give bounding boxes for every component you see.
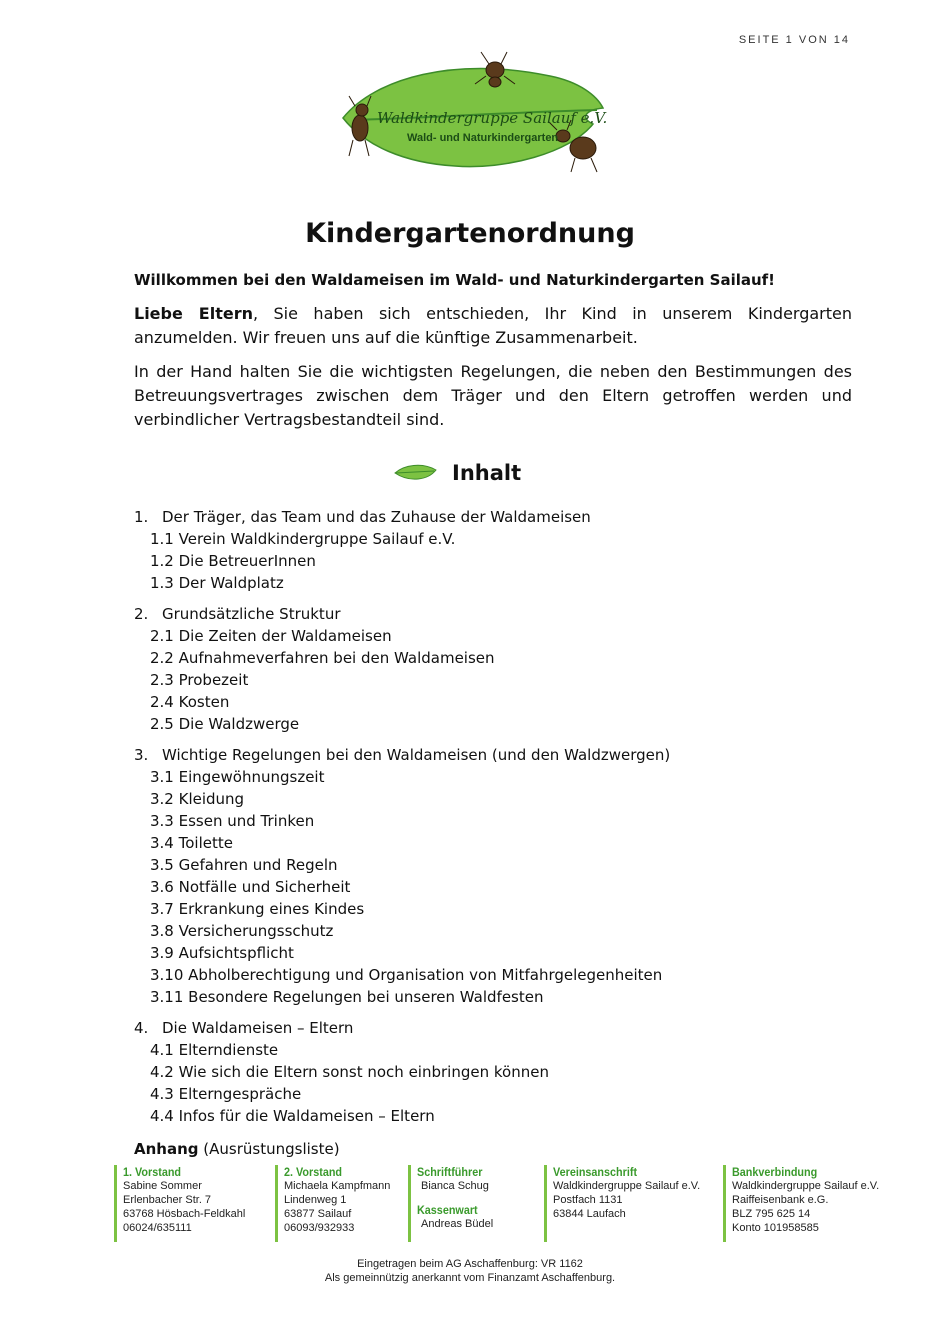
- toc-item: 3.1 Eingewöhnungszeit: [150, 768, 325, 786]
- footer-line: 63844 Laufach: [553, 1208, 626, 1220]
- toc-chapter-number: 3.: [134, 746, 149, 764]
- toc-chapter: [134, 1017, 834, 1039]
- registration-line: Eingetragen beim AG Aschaffenburg: VR 1162: [357, 1258, 583, 1270]
- footer-line: Andreas Büdel: [421, 1218, 494, 1230]
- footer-line: Erlenbacher Str. 7: [123, 1194, 212, 1206]
- logo-text-main: Waldkindergruppe Sailauf e.V.: [377, 109, 608, 127]
- footer-line: Lindenweg 1: [284, 1194, 347, 1206]
- intro-paragraph: In der Hand halten Sie die wichtigsten Regelungen, die neben den Bestimmungen des Betreuungsvertrages zwischen dem Träger und den Eltern getroffen werden und verbindlicher Vertragsbestandteil sind.: [134, 362, 852, 429]
- intro-section: [134, 268, 852, 442]
- toc-item: 2.5 Die Waldzwerge: [150, 715, 300, 733]
- toc-item: 4.4 Infos für die Waldameisen – Eltern: [150, 1107, 435, 1125]
- footer-heading: Schriftführer: [417, 1165, 483, 1179]
- toc-chapter-title: Der Träger, das Team und das Zuhause der Waldameisen: [162, 508, 591, 526]
- toc-chapter-title: Wichtige Regelungen bei den Waldameisen (und den Waldzwergen): [162, 746, 671, 764]
- footer-line: Postfach 1131: [553, 1194, 623, 1206]
- toc-item: 2.4 Kosten: [150, 693, 230, 711]
- footer-vereinsanschrift: [544, 1165, 700, 1242]
- anhang-text: (Ausrüstungsliste): [198, 1140, 340, 1158]
- toc-chapter-number: 2.: [134, 605, 149, 623]
- footer-line: BLZ 795 625 14: [732, 1208, 811, 1220]
- footer-line: Waldkindergruppe Sailauf e.V.: [732, 1180, 880, 1192]
- toc-item: 3.10 Abholberechtigung und Organisation von Mitfahrgelegenheiten: [150, 966, 663, 984]
- footer-line: Michaela Kampfmann: [284, 1180, 391, 1192]
- footer-line: 63877 Sailauf: [284, 1208, 352, 1220]
- toc-item: 3.9 Aufsichtspflicht: [150, 944, 294, 962]
- logo: [335, 48, 610, 178]
- footer-vorstand2: [275, 1165, 390, 1242]
- registration-line: Als gemeinnützig anerkannt vom Finanzamt Aschaffenburg.: [324, 1272, 616, 1284]
- toc-section-4: [134, 1017, 834, 1127]
- toc-item: 3.3 Essen und Trinken: [150, 812, 315, 830]
- footer-vorstand1: [114, 1165, 245, 1242]
- toc-item: 3.5 Gefahren und Regeln: [150, 856, 338, 874]
- toc-chapter: [134, 506, 834, 528]
- footer-line: 06024/635111: [123, 1222, 192, 1234]
- footer-line: Waldkindergruppe Sailauf e.V.: [553, 1180, 701, 1192]
- footer-line: Konto 101958585: [732, 1222, 819, 1234]
- registration-note: [0, 1257, 940, 1285]
- footer-line: Sabine Sommer: [123, 1180, 202, 1192]
- footer-heading: Bankverbindung: [732, 1165, 818, 1179]
- anhang-label: Anhang: [134, 1140, 199, 1158]
- toc-item: 3.8 Versicherungsschutz: [150, 922, 334, 940]
- toc-chapter: [134, 603, 834, 625]
- logo-text-sub: Wald- und Naturkindergarten: [407, 132, 559, 144]
- toc-item: 3.2 Kleidung: [150, 790, 245, 808]
- greeting-paragraph: [134, 302, 852, 350]
- toc-item: 3.6 Notfälle und Sicherheit: [150, 878, 351, 896]
- toc-item: 1.1 Verein Waldkindergruppe Sailauf e.V.: [150, 530, 456, 548]
- footer-heading: Vereinsanschrift: [553, 1165, 638, 1179]
- toc-section-3: [134, 744, 834, 1008]
- toc-chapter-title: Die Waldameisen – Eltern: [162, 1019, 354, 1037]
- toc-item: 3.7 Erkrankung eines Kindes: [150, 900, 365, 918]
- footer-line: 63768 Hösbach-Feldkahl: [123, 1208, 246, 1220]
- footer-schriftfuehrer: [408, 1165, 493, 1242]
- toc-chapter: [134, 744, 834, 766]
- footer-bankverbindung: [723, 1165, 879, 1242]
- greeting-rest: , Sie haben sich entschieden, Ihr Kind in unserem Kindergarten anzumelden. Wir freuen uns auf die künftige Zusammenarbeit.: [134, 304, 853, 347]
- ant-left-icon: [349, 96, 371, 156]
- toc-item: 1.2 Die BetreuerInnen: [150, 552, 316, 570]
- toc-section-1: [134, 506, 834, 594]
- toc-item: 4.2 Wie sich die Eltern sonst noch einbringen können: [150, 1063, 549, 1081]
- footer-heading: Kassenwart: [417, 1203, 478, 1217]
- footer: [0, 1165, 940, 1245]
- anhang-line: [134, 1138, 340, 1160]
- toc-item: 4.3 Elterngespräche: [150, 1085, 302, 1103]
- leaf-icon: [394, 462, 438, 484]
- footer-line: Raiffeisenbank e.G.: [732, 1194, 829, 1206]
- page-number: SEITE 1 VON 14: [738, 34, 850, 46]
- toc-item: 2.1 Die Zeiten der Waldameisen: [150, 627, 392, 645]
- greeting-bold: Liebe Eltern: [134, 304, 253, 323]
- toc-item: 3.11 Besondere Regelungen bei unseren Waldfesten: [150, 988, 544, 1006]
- inhalt-heading: [394, 458, 521, 488]
- toc-item: 4.1 Elterndienste: [150, 1041, 279, 1059]
- toc-item: 2.2 Aufnahmeverfahren bei den Waldameisen: [150, 649, 495, 667]
- toc-chapter-title: Grundsätzliche Struktur: [162, 605, 341, 623]
- page-title: Kindergartenordnung: [305, 218, 635, 249]
- toc-item: 2.3 Probezeit: [150, 671, 249, 689]
- footer-line: 06093/932933: [284, 1222, 355, 1234]
- welcome-line: Willkommen bei den Waldameisen im Wald- und Naturkindergarten Sailauf!: [134, 271, 776, 289]
- footer-heading: 1. Vorstand: [123, 1165, 182, 1179]
- inhalt-title: Inhalt: [452, 461, 522, 485]
- toc-chapter-number: 4.: [134, 1019, 149, 1037]
- toc-section-2: [134, 603, 834, 735]
- toc-chapter-number: 1.: [134, 508, 149, 526]
- footer-heading: 2. Vorstand: [284, 1165, 343, 1179]
- toc-item: 3.4 Toilette: [150, 834, 233, 852]
- footer-line: Bianca Schug: [421, 1180, 489, 1192]
- toc-item: 1.3 Der Waldplatz: [150, 574, 284, 592]
- table-of-contents: [134, 506, 834, 1136]
